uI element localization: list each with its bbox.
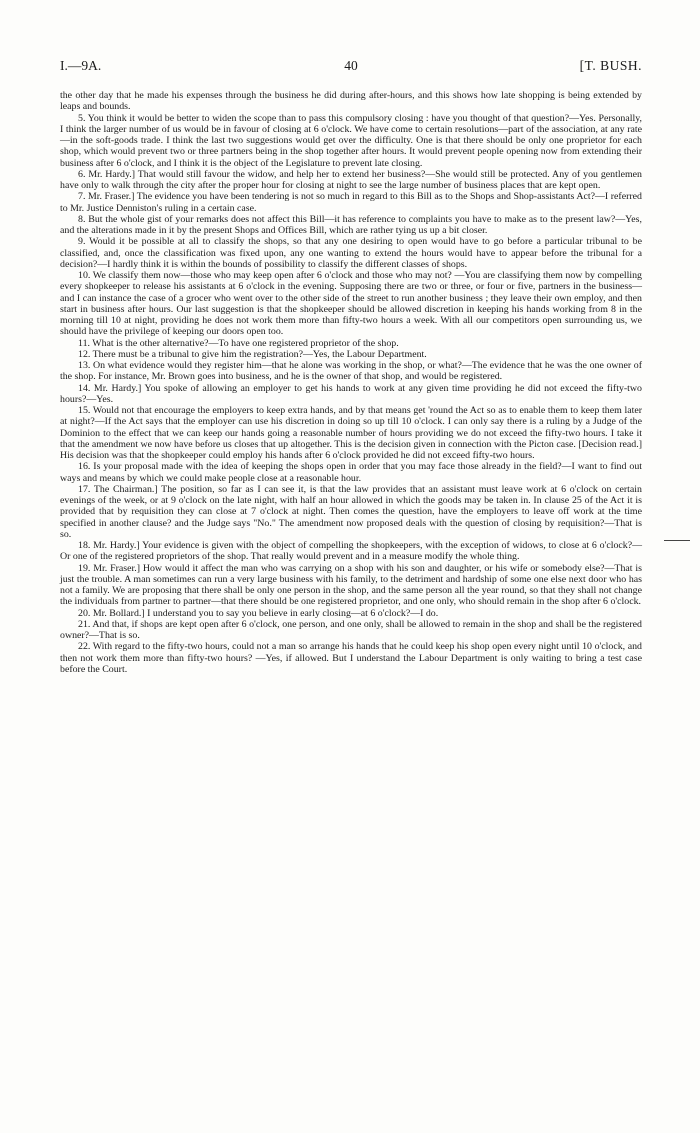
evidence-paragraph: 9. Would it be possible at all to classify the shops, so that any one desiring to open would have to go before a particular tribunal to be classified, and, once the classification was fixed upon, any one wanting to extend the hours would have to appear before the tribunal for a decision?—I hardly think it is within the bounds of possibility to classify the different classes of shops.: [60, 236, 642, 270]
evidence-paragraph: 13. On what evidence would they register him—that he alone was working in the shop, or what?—The evidence that he was the one owner of the shop. For instance, Mr. Brown goes into business, and he is the owner of that shop, and would be registered.: [60, 360, 642, 383]
evidence-paragraph: 21. And that, if shops are kept open after 6 o'clock, one person, and one only, shall be allowed to remain in the shop and shall be the registered owner?—That is so.: [60, 618, 642, 641]
paper-reference: I.—9A.: [60, 58, 102, 73]
evidence-paragraph: 14. Mr. Hardy.] You spoke of allowing an employer to get his hands to work at any given time providing he did not exceed the fifty-two hours?—Yes.: [60, 382, 642, 405]
evidence-paragraph: 8. But the whole gist of your remarks does not affect this Bill—it has reference to complaints you have to make as to the present law?—Yes, and the alterations made in it by the present Shops and Offices Bill, which are rather tying us up a bit closer.: [60, 213, 642, 236]
evidence-paragraph: 10. We classify them now—those who may keep open after 6 o'clock and those who may not? —You are classifying them now by compelling every shopkeeper to release his assistants at 6 o'clock in the evening. Supposing there are two or three, or four or five, partners in the business—and I can instance the case of a grocer who went over to the other side of the street to run another business ; they leave their own employ, and then start in business after hours. Our last suggestion is that the shopkeeper should be allowed discretion in keeping his hands working from 8 in the morning till 10 at night, providing he does not work them more than fifty-two hours a week. With all our competitors open surrounding us, we should have the privilege of keeping our doors open too.: [60, 270, 642, 338]
evidence-paragraph: 22. With regard to the fifty-two hours, could not a man so arrange his hands that he could keep his shop open every night until 10 o'clock, and then not work them more than fifty-two hours? —Yes, if allowed. But I understand the Labour Department is only waiting to bring a test case before the Court.: [60, 641, 642, 675]
margin-rule: [664, 540, 690, 541]
evidence-paragraph: 16. Is your proposal made with the idea of keeping the shops open in order that you may face those already in the field?—I want to find out ways and means by which we could make people close at a reasonable hour.: [60, 461, 642, 484]
evidence-paragraph: 7. Mr. Fraser.] The evidence you have been tendering is not so much in regard to this Bill as to the Shops and Shop-assistants Act?—I referred to Mr. Justice Denniston's ruling in a certain case.: [60, 191, 642, 214]
evidence-paragraph: 6. Mr. Hardy.] That would still favour the widow, and help her to extend her business?—She would still be protected. Any of you gentlemen have only to walk through the city after the proper hour for closing at night to see the large number of business places that are kept open.: [60, 168, 642, 191]
evidence-paragraph: 15. Would not that encourage the employers to keep extra hands, and by that means get 'round the Act so as to enable them to keep them later at night?—If the Act says that the employer can use his discretion in doing so up till 10 o'clock. I can only say there is a ruling by a Judge of the Dominion to the effect that we can keep our hands going a reasonable number of hours providing we do not exceed the fifty-two hours. I take it that the amendment we now have before us closes that up altogether. This is the decision given in connection with the Picton case. [Decision read.] His decision was that the shopkeeper could employ his hands after 6 o'clock provided he did not exceed fifty-two hours.: [60, 405, 642, 461]
page-number: 40: [344, 58, 358, 73]
evidence-paragraph: 20. Mr. Bollard.] I understand you to say you believe in early closing—at 6 o'clock?—I do.: [78, 607, 439, 619]
evidence-paragraph: 12. There must be a tribunal to give him the registration?—Yes, the Labour Department.: [78, 348, 427, 360]
evidence-paragraph: 5. You think it would be better to widen the scope than to pass this compulsory closing : have you thought of that question?—Yes. Personally, I think the larger number of us would be in favour of closing at 6 o'clock. We have come to certain resolutions—part of the association, at any rate—in the soft-goods trade. I think the last two suggestions would get over the difficulty. One is that there should be only one proprietor for each shop, which would prevent two or three partners being in the shop together after hours. It would prevent people opening now from extending their business after 6 o'clock, and I think it is the object of the Legislature to prevent late closing.: [60, 112, 642, 169]
evidence-paragraph: 19. Mr. Fraser.] How would it affect the man who was carrying on a shop with his son and daughter, or his wife or somebody else?—That is just the trouble. A man sometimes can run a very large business with his family, to the detriment and hardship of some one else next door who has not a family. We are proposing that there shall be only one person in the shop, and the same person all the year round, so that they shall not change the individuals from partner to partner—that there should be one registered proprietor, and one only, who should remain in the shop after 6 o'clock.: [60, 562, 642, 608]
page-header: [60, 58, 642, 76]
evidence-text: [60, 90, 642, 675]
evidence-paragraph: 18. Mr. Hardy.] Your evidence is given with the object of compelling the shopkeepers, with the exception of widows, to close at 6 o'clock?—Or one of the registered proprietors of the shop. That really would prevent and in a measure modify the whole thing.: [60, 540, 642, 563]
evidence-paragraph: 11. What is the other alternative?—To have one registered proprietor of the shop.: [78, 337, 399, 349]
evidence-paragraph: the other day that he made his expenses through the business he did during after-hours, and this shows how late shopping is being extended by leaps and bounds.: [60, 90, 642, 113]
evidence-paragraph: 17. The Chairman.] The position, so far as I can see it, is that the law provides that an assistant must leave work at 6 o'clock on certain evenings of the week, or at 9 o'clock on the late night, with half an hour allowed in which the goods may be taken in. In clause 25 of the Act it is provided that by requisition they can close at 7 o'clock at night. Then comes the question, have the employers to leave off work at the time specified in another clause? and the Judge says "No." The amendment now proposed deals with the question of closing by requisition?—That is so.: [60, 483, 642, 540]
witness-name: [T. BUSH.: [579, 58, 642, 73]
